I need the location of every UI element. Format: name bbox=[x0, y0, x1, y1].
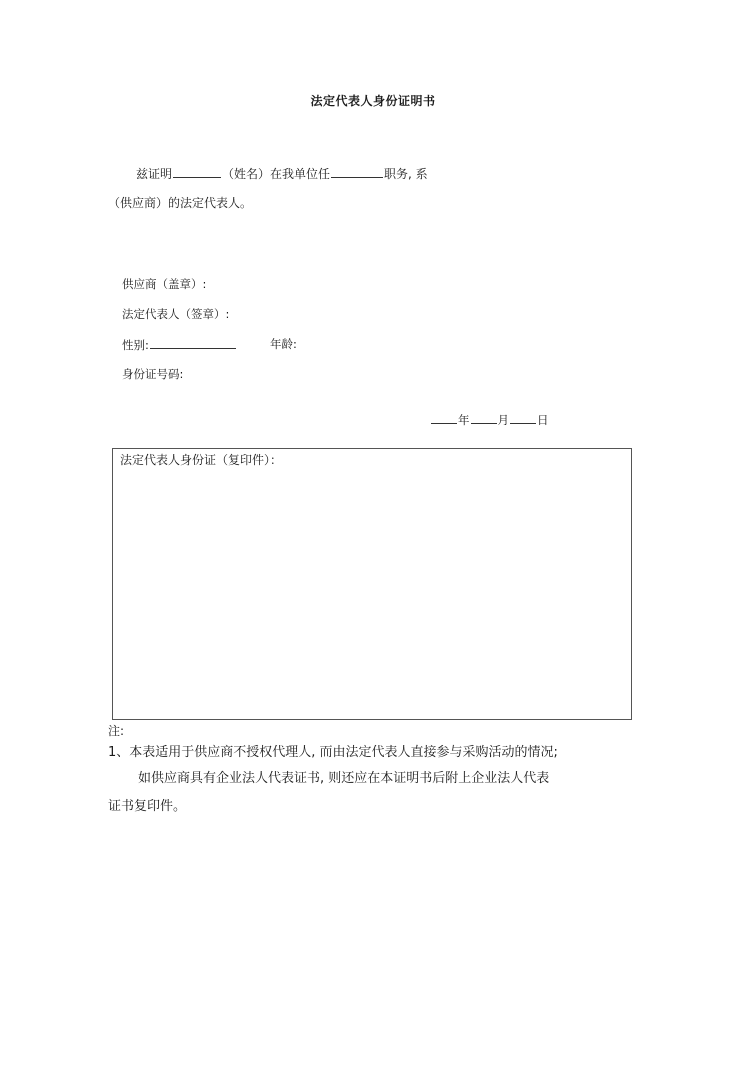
supplier-seal-label: 供应商（盖章）: bbox=[122, 277, 207, 291]
day-blank bbox=[510, 411, 536, 424]
id-copy-label: 法定代表人身份证（复印件）： bbox=[120, 453, 283, 467]
legal-rep-sign-label: 法定代表人（签章）: bbox=[122, 307, 230, 321]
date-row bbox=[430, 411, 549, 428]
notes-item-1: 1、本表适用于供应商不授权代理人, 而由法定代表人直接参与采购活动的情况; bbox=[108, 745, 558, 760]
year-blank bbox=[431, 411, 457, 424]
gender-label: 性别: bbox=[122, 338, 149, 352]
month-blank bbox=[471, 411, 497, 424]
month-label: 月 bbox=[497, 413, 509, 427]
day-label: 日 bbox=[537, 413, 549, 427]
gender-blank bbox=[150, 336, 236, 349]
statement-text-3: 职务, 系 bbox=[384, 167, 428, 181]
statement-text-2: （姓名）在我单位任 bbox=[222, 167, 331, 181]
notes-item-2-line-1: 如供应商具有企业法人代表证书, 则还应在本证明书后附上企业法人代表 bbox=[138, 771, 550, 786]
id-copy-box bbox=[112, 448, 632, 720]
statement-line-2: （供应商）的法定代表人。 bbox=[108, 196, 253, 210]
year-label: 年 bbox=[458, 413, 470, 427]
gender-row bbox=[122, 336, 237, 353]
statement-line-1 bbox=[136, 165, 428, 182]
name-blank bbox=[173, 165, 221, 178]
document-title: 法定代表人身份证明书 bbox=[310, 94, 436, 108]
position-blank bbox=[331, 165, 383, 178]
notes-item-2-line-2: 证书复印件。 bbox=[108, 799, 187, 814]
notes-heading: 注: bbox=[108, 724, 125, 738]
statement-text-1: 兹证明 bbox=[136, 167, 173, 181]
age-label: 年龄: bbox=[270, 337, 297, 351]
id-number-label: 身份证号码: bbox=[122, 367, 184, 381]
